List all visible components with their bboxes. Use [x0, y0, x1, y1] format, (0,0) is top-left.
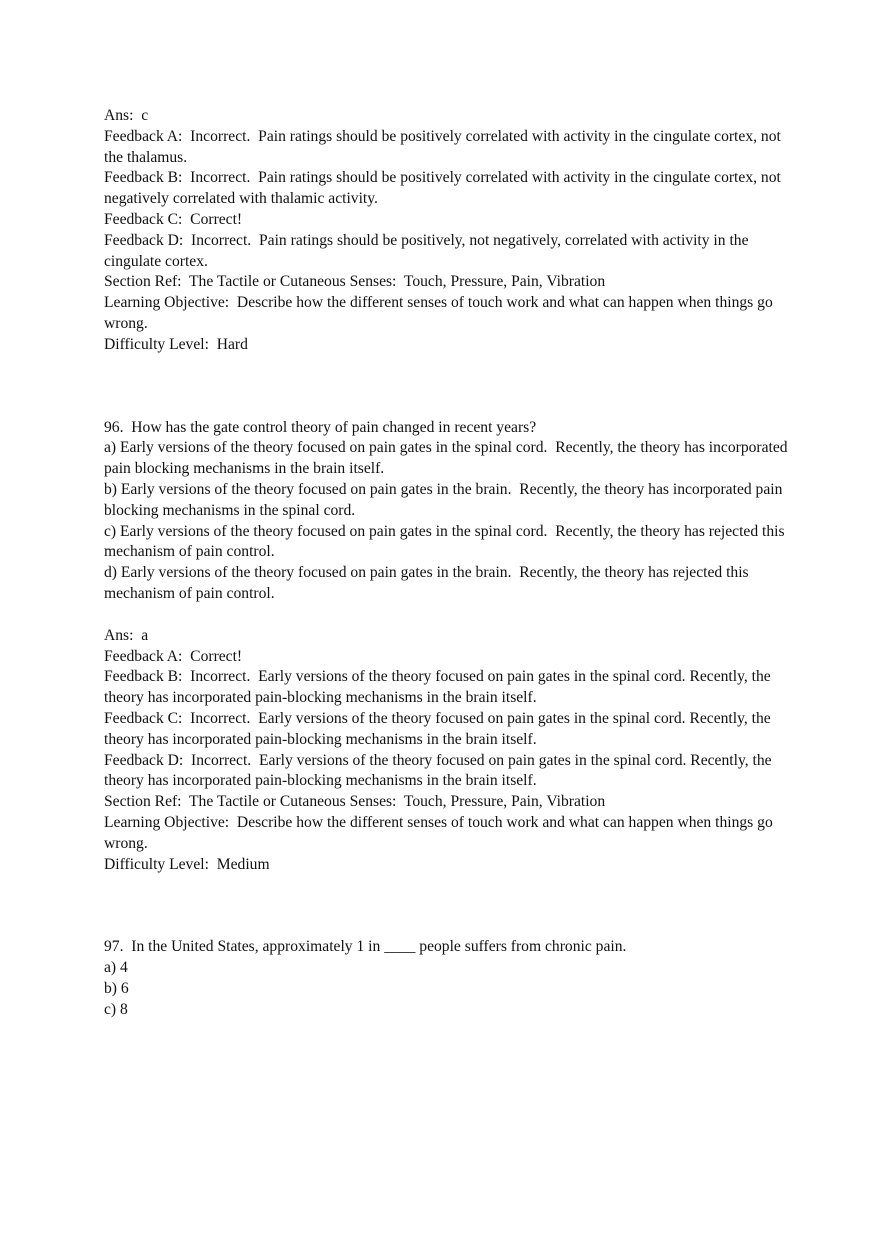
feedback-a: Feedback A: Incorrect. Pain ratings should be positively correlated with activity in the cingulate cortex, not the thalamus. [104, 127, 785, 166]
option-a: a) 4 [104, 959, 128, 977]
difficulty-level: Difficulty Level: Medium [104, 855, 270, 873]
feedback-a: Feedback A: Correct! [104, 647, 243, 665]
feedback-d: Feedback D: Incorrect. Early versions of the theory focused on pain gates in the spinal cord. Recently, the theory has incorporated pain-blocking mechanisms in the brain itself. [104, 751, 776, 790]
document-page [104, 106, 794, 1020]
option-b: b) Early versions of the theory focused on pain gates in the brain. Recently, the theory has incorporated pain blocking mechanisms in the spinal cord. [104, 480, 787, 519]
feedback-c: Feedback C: Incorrect. Early versions of the theory focused on pain gates in the spinal cord. Recently, the theory has incorporated pain-blocking mechanisms in the brain itself. [104, 709, 775, 748]
option-d: d) Early versions of the theory focused on pain gates in the brain. Recently, the theory has rejected this mechanism of pain control. [104, 564, 753, 602]
question-text: 96. How has the gate control theory of pain changed in recent years? [104, 418, 537, 436]
question-96-block [104, 418, 794, 605]
option-a: a) Early versions of the theory focused on pain gates in the spinal cord. Recently, the theory has incorporated pain blocking mechanisms in the brain itself. [104, 439, 792, 478]
spacer [104, 356, 794, 418]
feedback-c: Feedback C: Correct! [104, 210, 243, 228]
learning-objective: Learning Objective: Describe how the different senses of touch work and what can happen when things go wrong. [104, 294, 777, 332]
difficulty-level: Difficulty Level: Hard [104, 335, 248, 353]
option-b: b) 6 [104, 979, 129, 997]
option-c: c) 8 [104, 1000, 128, 1018]
spacer [104, 605, 794, 626]
spacer [104, 875, 794, 937]
feedback-b: Feedback B: Incorrect. Pain ratings should be positively correlated with activity in the cingulate cortex, not negatively correlated with thalamic activity. [104, 169, 785, 208]
feedback-d: Feedback D: Incorrect. Pain ratings should be positively, not negatively, correlated with activity in the cingulate cortex. [104, 231, 753, 270]
question-text: 97. In the United States, approximately 1 in ____ people suffers from chronic pain. [104, 938, 627, 956]
section-ref: Section Ref: The Tactile or Cutaneous Senses: Touch, Pressure, Pain, Vibration [104, 793, 606, 811]
question-96-answer-block [104, 626, 794, 876]
question-95-answer-block [104, 106, 794, 356]
option-c: c) Early versions of the theory focused on pain gates in the spinal cord. Recently, the theory has rejected this mechanism of pain control. [104, 522, 789, 561]
answer-line: Ans: c [104, 107, 149, 124]
section-ref: Section Ref: The Tactile or Cutaneous Senses: Touch, Pressure, Pain, Vibration [104, 273, 606, 291]
question-97-block [104, 937, 794, 1020]
learning-objective: Learning Objective: Describe how the different senses of touch work and what can happen when things go wrong. [104, 813, 777, 852]
answer-line: Ans: a [104, 626, 149, 644]
feedback-b: Feedback B: Incorrect. Early versions of the theory focused on pain gates in the spinal cord. Recently, the theory has incorporated pain-blocking mechanisms in the brain itself. [104, 668, 775, 707]
